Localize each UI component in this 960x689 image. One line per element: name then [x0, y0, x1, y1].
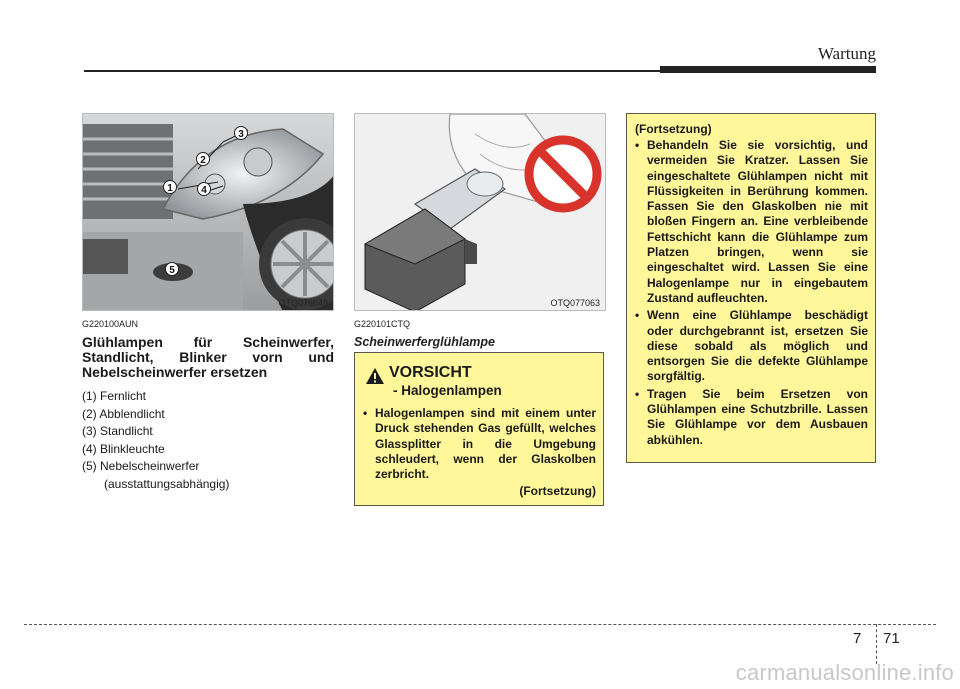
list-item: (4) Blinkleuchte: [82, 441, 165, 456]
caution-title: VORSICHT: [389, 364, 472, 381]
continued-note: (Fortsetzung): [519, 484, 596, 499]
list-item: • Tragen Sie beim Ersetzen von Glühlampen eine Schutzbrille. Lassen Sie Glühlampe vor dem Ausbauen abkühlen.: [635, 387, 868, 448]
continuation-label: (Fortsetzung): [635, 122, 712, 136]
section-code: G220100AUN: [82, 319, 139, 329]
callout-5: 5: [169, 265, 175, 276]
bulb-photo: [354, 113, 606, 311]
headlamp-photo: [82, 113, 334, 311]
car-front-illustration: [83, 114, 334, 311]
left-column: [82, 113, 334, 493]
bulb-list: [82, 388, 334, 493]
photo-caption: OTQ076049: [278, 298, 328, 308]
caution-box: [354, 352, 604, 506]
list-item: (3) Standlicht: [82, 424, 153, 438]
callout-3: 3: [238, 129, 244, 140]
header-bar: [660, 66, 876, 73]
watermark: carmanualsonline.info: [735, 660, 954, 685]
section-heading: Scheinwerferglühlampe: [354, 335, 496, 349]
section-heading: Glühlampen für Scheinwerfer, Standlicht, Blinker vorn und Nebelscheinwerfer ersetzen: [82, 334, 334, 380]
page-number: 71: [883, 630, 900, 647]
footer-divider: [876, 624, 877, 664]
photo-caption: OTQ077063: [550, 298, 600, 308]
callout-2: 2: [200, 155, 206, 166]
footer-rule: [24, 624, 936, 625]
caution-subtitle: - Halogenlampen: [393, 383, 502, 398]
middle-column: [354, 113, 606, 349]
list-item: • Behandeln Sie sie vorsichtig, und vermeiden Sie Kratzer. Lassen Sie eingeschaltete Glühlampen nicht mit Flüssigkeiten in Berührung kommen. Fassen Sie den Glaskolben nie mit bloßen Fingern an. Eine verbleibende Fettschicht kann die Glühlampe zum Platzen bringen, wenn sie eingeschaltet wird. Lassen Sie eine Halogenlampe nur in eingebautem Zustand aufleuchten.: [635, 138, 868, 306]
section-title: Wartung: [817, 44, 876, 63]
list-item: (1) Fernlicht: [82, 389, 147, 403]
continuation-box: [626, 113, 876, 463]
warning-triangle-icon: [365, 367, 385, 385]
list-item: (5) Nebelscheinwerfer (ausstattungsabhängig): [82, 459, 230, 491]
list-item: • Wenn eine Glühlampe beschädigt oder durchgebrannt ist, ersetzen Sie diese sobald als möglich und entsorgen Sie die defekte Glühlampe sorgfältig.: [635, 308, 868, 384]
continuation-list: [635, 138, 868, 448]
bulb-hand-illustration: [355, 114, 606, 311]
prohibition-icon: [529, 140, 597, 208]
list-item: (2) Abblendlicht: [82, 406, 165, 421]
caution-list: [363, 406, 596, 482]
header-rule: [84, 70, 660, 72]
chapter-number: 7: [853, 630, 862, 647]
section-code: G220101CTQ: [354, 319, 411, 329]
list-item: • Halogenlampen sind mit einem unter Druck stehenden Gas gefüllt, welches Glassplitter in die Umgebung schleudert, wenn der Glaskolben zerbricht.: [363, 406, 596, 482]
callout-1: 1: [167, 183, 173, 194]
callout-4: 4: [201, 185, 207, 196]
